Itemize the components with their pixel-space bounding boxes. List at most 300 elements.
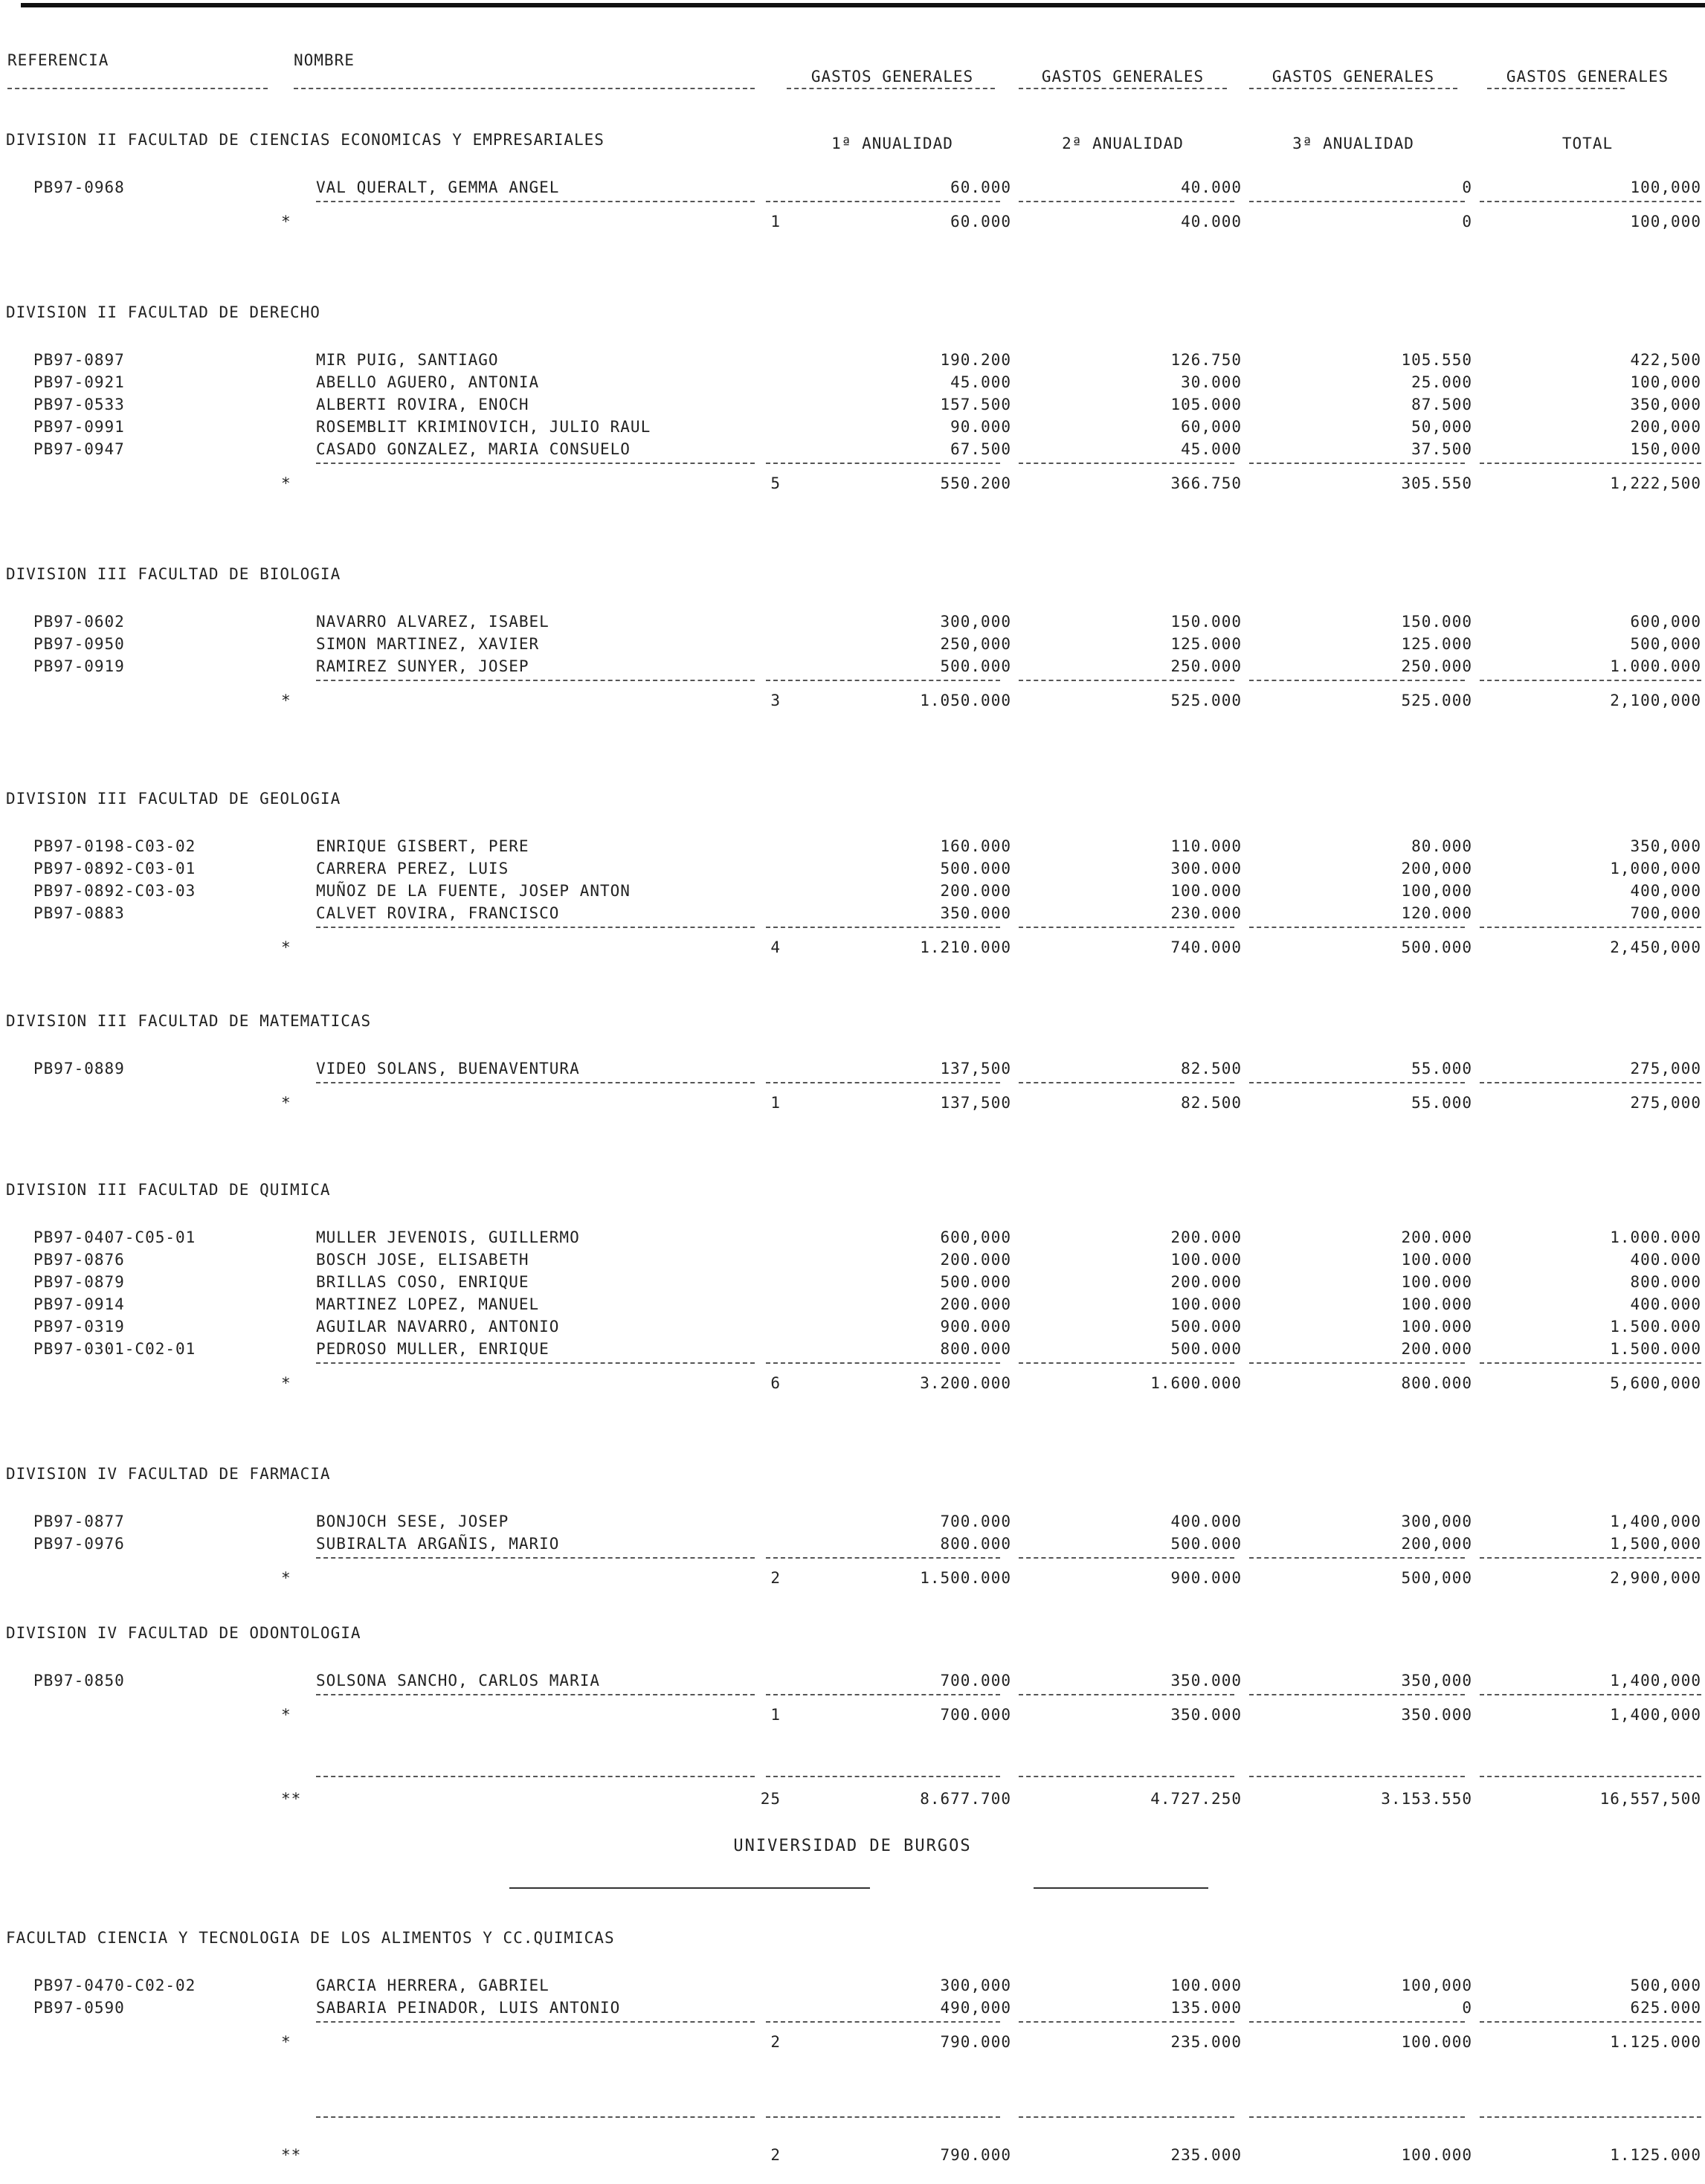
subtotal-a3: 500.000 — [1401, 938, 1472, 956]
anualidad-2-cell: 60,000 — [1181, 418, 1242, 436]
subtotal-a2: 900.000 — [1170, 1569, 1242, 1587]
division-title: DIVISION IV FACULTAD DE ODONTOLOGIA — [6, 1624, 361, 1642]
anualidad-2-cell: 110.000 — [1170, 837, 1242, 855]
subtotal-rule — [316, 463, 755, 464]
subtotal-rule — [766, 2116, 1000, 2118]
subtotal-count: 4 — [770, 938, 781, 956]
reference-cell: PB97-0876 — [33, 1251, 125, 1269]
subtotal-rule — [1249, 1557, 1465, 1559]
subtotal-rule — [316, 1776, 755, 1777]
reference-cell: PB97-0892-C03-03 — [33, 882, 196, 900]
total-cell: 1.500.000 — [1610, 1318, 1701, 1336]
division-subtotal-row — [0, 1092, 1705, 1113]
total-cell: 200,000 — [1630, 418, 1701, 436]
header-underline-nombre — [294, 88, 755, 89]
anualidad-3-cell: 87.500 — [1411, 396, 1472, 413]
faculty-title: FACULTAD CIENCIA Y TECNOLOGIA DE LOS ALIMENTOS Y CC.QUIMICAS — [6, 1929, 615, 1947]
name-cell: SABARIA PEINADOR, LUIS ANTONIO — [316, 1999, 621, 2017]
anualidad-1-cell: 60.000 — [950, 178, 1011, 196]
subtotal-count: 3 — [770, 692, 781, 709]
total-cell: 100,000 — [1630, 178, 1701, 196]
total-cell: 500,000 — [1630, 635, 1701, 653]
subtotal-count: 1 — [770, 1094, 781, 1112]
subtotal-a3: 100.000 — [1401, 2033, 1472, 2051]
subtotal-a3: 100.000 — [1401, 2146, 1472, 2164]
subtotal-a2: 740.000 — [1170, 938, 1242, 956]
total-cell: 150,000 — [1630, 440, 1701, 458]
table-row — [0, 1227, 1705, 1248]
reference-cell: PB97-0950 — [33, 635, 125, 653]
table-row — [0, 1670, 1705, 1691]
table-row — [0, 858, 1705, 879]
reference-cell: PB97-0533 — [33, 396, 125, 413]
subtotal-a1: 550.200 — [940, 474, 1011, 492]
subtotal-rule — [766, 1557, 1000, 1559]
table-row — [0, 439, 1705, 460]
faculty-grand-total-row — [0, 2145, 1705, 2165]
anualidad-1-cell: 500.000 — [940, 657, 1011, 675]
subtotal-total: 2,900,000 — [1610, 1569, 1701, 1587]
subtotal-rule — [1249, 1082, 1465, 1083]
subtotal-rule — [1249, 2021, 1465, 2023]
subtotal-a1: 137,500 — [940, 1094, 1011, 1112]
subtotal-rule — [1480, 1082, 1701, 1083]
subtotal-count: 1 — [770, 213, 781, 231]
table-row — [0, 1272, 1705, 1292]
total-cell: 800.000 — [1630, 1273, 1701, 1291]
header-nombre: NOMBRE — [294, 51, 355, 69]
subtotal-rule — [1480, 927, 1701, 928]
name-cell: BONJOCH SESE, JOSEP — [316, 1513, 509, 1530]
division-subtotal-row — [0, 937, 1705, 958]
subtotal-a2: 4.727.250 — [1150, 1790, 1242, 1808]
subtotal-rule — [766, 680, 1000, 681]
anualidad-3-cell: 80.000 — [1411, 837, 1472, 855]
anualidad-1-cell: 90.000 — [950, 418, 1011, 436]
subtotal-a2: 350.000 — [1170, 1706, 1242, 1724]
division-title: DIVISION III FACULTAD DE BIOLOGIA — [6, 565, 341, 583]
anualidad-1-cell: 157.500 — [940, 396, 1011, 413]
subtotal-a3: 3.153.550 — [1381, 1790, 1472, 1808]
subtotal-mark: * — [281, 2033, 291, 2051]
table-row — [0, 394, 1705, 415]
subtotal-mark: ** — [281, 2146, 302, 2164]
subtotal-a3: 305.550 — [1401, 474, 1472, 492]
subtotal-total: 275,000 — [1630, 1094, 1701, 1112]
name-cell: SOLSONA SANCHO, CARLOS MARIA — [316, 1672, 601, 1689]
anualidad-1-cell: 500.000 — [940, 1273, 1011, 1291]
table-row — [0, 1511, 1705, 1532]
total-cell: 350,000 — [1630, 396, 1701, 413]
subtotal-total: 1,400,000 — [1610, 1706, 1701, 1724]
anualidad-2-cell: 100.000 — [1170, 882, 1242, 900]
division-title: DIVISION III FACULTAD DE MATEMATICAS — [6, 1012, 372, 1030]
anualidad-1-cell: 200.000 — [940, 882, 1011, 900]
name-cell: MARTINEZ LOPEZ, MANUEL — [316, 1295, 540, 1313]
table-row — [0, 1249, 1705, 1270]
reference-cell: PB97-0319 — [33, 1318, 125, 1336]
total-cell: 500,000 — [1630, 1977, 1701, 1994]
anualidad-3-cell: 55.000 — [1411, 1060, 1472, 1077]
anualidad-1-cell: 160.000 — [940, 837, 1011, 855]
anualidad-3-cell: 37.500 — [1411, 440, 1472, 458]
subtotal-a1: 1.050.000 — [920, 692, 1011, 709]
anualidad-2-cell: 400.000 — [1170, 1513, 1242, 1530]
subtotal-count: 2 — [770, 2146, 781, 2164]
subtotal-total: 1,222,500 — [1610, 474, 1701, 492]
anualidad-1-cell: 67.500 — [950, 440, 1011, 458]
anualidad-3-cell: 125.000 — [1401, 635, 1472, 653]
subtotal-rule — [766, 1082, 1000, 1083]
subtotal-rule — [316, 201, 755, 202]
subtotal-a1: 60.000 — [950, 213, 1011, 231]
anualidad-2-cell: 40.000 — [1181, 178, 1242, 196]
subtotal-rule — [1249, 1776, 1465, 1777]
anualidad-3-cell: 200.000 — [1401, 1228, 1472, 1246]
reference-cell: PB97-0407-C05-01 — [33, 1228, 196, 1246]
name-cell: SUBIRALTA ARGAÑIS, MARIO — [316, 1535, 560, 1553]
header-a3-line1: GASTOS GENERALES — [1272, 68, 1435, 86]
header-underline-a3 — [1249, 88, 1457, 89]
name-cell: ABELLO AGUERO, ANTONIA — [316, 373, 540, 391]
anualidad-2-cell: 230.000 — [1170, 904, 1242, 922]
header-a1 — [781, 21, 1004, 199]
subtotal-mark: * — [281, 692, 291, 709]
subtotal-a3: 525.000 — [1401, 692, 1472, 709]
anualidad-3-cell: 120.000 — [1401, 904, 1472, 922]
anualidad-3-cell: 350,000 — [1401, 1672, 1472, 1689]
reference-cell: PB97-0921 — [33, 373, 125, 391]
anualidad-2-cell: 125.000 — [1170, 635, 1242, 653]
anualidad-1-cell: 200.000 — [940, 1251, 1011, 1269]
anualidad-2-cell: 30.000 — [1181, 373, 1242, 391]
subtotal-a1: 790.000 — [940, 2146, 1011, 2164]
name-cell: PEDROSO MULLER, ENRIQUE — [316, 1340, 549, 1358]
subtotal-count: 6 — [770, 1374, 781, 1392]
table-row — [0, 903, 1705, 924]
anualidad-3-cell: 25.000 — [1411, 373, 1472, 391]
anualidad-2-cell: 250.000 — [1170, 657, 1242, 675]
subtotal-rule — [1019, 1362, 1234, 1364]
name-cell: GARCIA HERRERA, GABRIEL — [316, 1977, 549, 1994]
subtotal-rule — [1249, 2116, 1465, 2118]
subtotal-a1: 790.000 — [940, 2033, 1011, 2051]
name-cell: MULLER JEVENOIS, GUILLERMO — [316, 1228, 580, 1246]
anualidad-3-cell: 105.550 — [1401, 351, 1472, 369]
anualidad-1-cell: 500.000 — [940, 860, 1011, 877]
division-subtotal-row — [0, 473, 1705, 494]
reference-cell: PB97-0897 — [33, 351, 125, 369]
name-cell: CARRERA PEREZ, LUIS — [316, 860, 509, 877]
reference-cell: PB97-0976 — [33, 1535, 125, 1553]
name-cell: VIDEO SOLANS, BUENAVENTURA — [316, 1060, 580, 1077]
header-total — [1476, 21, 1699, 199]
total-cell: 1.000.000 — [1610, 1228, 1701, 1246]
reference-cell: PB97-0301-C02-01 — [33, 1340, 196, 1358]
anualidad-3-cell: 100,000 — [1401, 1977, 1472, 1994]
subtotal-rule — [766, 2021, 1000, 2023]
subtotal-rule — [316, 1362, 755, 1364]
total-cell: 100,000 — [1630, 373, 1701, 391]
subtotal-rule — [1480, 1776, 1701, 1777]
anualidad-3-cell: 300,000 — [1401, 1513, 1472, 1530]
header-total-line2: TOTAL — [1561, 135, 1614, 152]
subtotal-rule — [1019, 201, 1234, 202]
subtotal-count: 2 — [770, 2033, 781, 2051]
total-cell: 1.000.000 — [1610, 657, 1701, 675]
subtotal-total: 1.125.000 — [1610, 2146, 1701, 2164]
anualidad-1-cell: 200.000 — [940, 1295, 1011, 1313]
subtotal-rule — [1480, 2021, 1701, 2023]
reference-cell: PB97-0877 — [33, 1513, 125, 1530]
division-subtotal-row — [0, 1568, 1705, 1588]
table-row — [0, 349, 1705, 370]
subtotal-count: 5 — [770, 474, 781, 492]
reference-cell: PB97-0590 — [33, 1999, 125, 2017]
subtotal-a2: 82.500 — [1181, 1094, 1242, 1112]
subtotal-a2: 235.000 — [1170, 2033, 1242, 2051]
subtotal-rule — [316, 927, 755, 928]
subtotal-rule — [1019, 680, 1234, 681]
total-cell: 625.000 — [1630, 1999, 1701, 2017]
header-a1-line1: GASTOS GENERALES — [810, 68, 974, 86]
anualidad-3-cell: 100,000 — [1401, 882, 1472, 900]
table-row — [0, 656, 1705, 677]
subtotal-a3: 0 — [1462, 213, 1472, 231]
header-total-line1: GASTOS GENERALES — [1506, 68, 1669, 86]
subtotal-rule — [1480, 463, 1701, 464]
division-subtotal-row — [0, 690, 1705, 711]
division-title: DIVISION III FACULTAD DE GEOLOGIA — [6, 790, 341, 808]
subtotal-a3: 55.000 — [1411, 1094, 1472, 1112]
table-row — [0, 634, 1705, 654]
reference-cell: PB97-0991 — [33, 418, 125, 436]
subtotal-rule — [1480, 1694, 1701, 1695]
subtotal-rule — [1480, 1362, 1701, 1364]
header-underline-total — [1487, 88, 1625, 89]
anualidad-1-cell: 137,500 — [940, 1060, 1011, 1077]
subtotal-rule — [1249, 201, 1465, 202]
anualidad-2-cell: 500.000 — [1170, 1340, 1242, 1358]
subtotal-mark: * — [281, 474, 291, 492]
anualidad-3-cell: 200,000 — [1401, 1535, 1472, 1553]
subtotal-rule — [766, 1776, 1000, 1777]
total-cell: 422,500 — [1630, 351, 1701, 369]
subtotal-a3: 350.000 — [1401, 1706, 1472, 1724]
subtotal-rule — [1019, 463, 1234, 464]
table-row — [0, 880, 1705, 901]
subtotal-a2: 235.000 — [1170, 2146, 1242, 2164]
subtotal-rule — [1480, 201, 1701, 202]
table-row — [0, 372, 1705, 393]
reference-cell: PB97-0879 — [33, 1273, 125, 1291]
anualidad-3-cell: 50,000 — [1411, 418, 1472, 436]
anualidad-3-cell: 100.000 — [1401, 1318, 1472, 1336]
subtotal-rule — [316, 1557, 755, 1559]
subtotal-a1: 1.210.000 — [920, 938, 1011, 956]
anualidad-1-cell: 300,000 — [940, 613, 1011, 631]
anualidad-2-cell: 100.000 — [1170, 1251, 1242, 1269]
title-rule-right — [1034, 1887, 1208, 1889]
division-title: DIVISION III FACULTAD DE QUIMICA — [6, 1181, 331, 1199]
total-cell: 1,400,000 — [1610, 1672, 1701, 1689]
subtotal-rule — [1480, 2116, 1701, 2118]
subtotal-total: 100,000 — [1630, 213, 1701, 231]
anualidad-2-cell: 500.000 — [1170, 1535, 1242, 1553]
name-cell: SIMON MARTINEZ, XAVIER — [316, 635, 540, 653]
subtotal-a1: 700.000 — [940, 1706, 1011, 1724]
anualidad-1-cell: 300,000 — [940, 1977, 1011, 1994]
anualidad-2-cell: 105.000 — [1170, 396, 1242, 413]
subtotal-rule — [316, 1082, 755, 1083]
subtotal-total: 16,557,500 — [1599, 1790, 1701, 1808]
table-row — [0, 1975, 1705, 1996]
subtotal-rule — [1019, 1776, 1234, 1777]
name-cell: BOSCH JOSE, ELISABETH — [316, 1251, 529, 1269]
subtotal-count: 1 — [770, 1706, 781, 1724]
total-cell: 1,400,000 — [1610, 1513, 1701, 1530]
name-cell: BRILLAS COSO, ENRIQUE — [316, 1273, 529, 1291]
top-rule — [21, 3, 1705, 7]
subtotal-a1: 8.677.700 — [920, 1790, 1011, 1808]
anualidad-2-cell: 350.000 — [1170, 1672, 1242, 1689]
subtotal-mark: * — [281, 213, 291, 231]
table-row — [0, 1339, 1705, 1359]
anualidad-1-cell: 250,000 — [940, 635, 1011, 653]
name-cell: RAMIREZ SUNYER, JOSEP — [316, 657, 529, 675]
reference-cell: PB97-0883 — [33, 904, 125, 922]
header-a2 — [1011, 21, 1234, 199]
subtotal-rule — [1019, 927, 1234, 928]
anualidad-2-cell: 150.000 — [1170, 613, 1242, 631]
university-title: UNIVERSIDAD DE BURGOS — [733, 1837, 972, 1855]
subtotal-rule — [1249, 927, 1465, 928]
total-cell: 400.000 — [1630, 1295, 1701, 1313]
anualidad-3-cell: 200.000 — [1401, 1340, 1472, 1358]
title-rule-left — [509, 1887, 870, 1889]
reference-cell: PB97-0850 — [33, 1672, 125, 1689]
division-title: DIVISION II FACULTAD DE CIENCIAS ECONOMICAS Y EMPRESARIALES — [6, 131, 605, 149]
name-cell: ALBERTI ROVIRA, ENOCH — [316, 396, 529, 413]
subtotal-rule — [1249, 1694, 1465, 1695]
anualidad-1-cell: 900.000 — [940, 1318, 1011, 1336]
subtotal-rule — [766, 927, 1000, 928]
name-cell: ROSEMBLIT KRIMINOVICH, JULIO RAUL — [316, 418, 651, 436]
subtotal-a3: 800.000 — [1401, 1374, 1472, 1392]
header-a2-line2: 2ª ANUALIDAD — [1062, 135, 1184, 152]
anualidad-2-cell: 100.000 — [1170, 1295, 1242, 1313]
subtotal-rule — [316, 2021, 755, 2023]
anualidad-1-cell: 600,000 — [940, 1228, 1011, 1246]
subtotal-rule — [766, 463, 1000, 464]
anualidad-2-cell: 135.000 — [1170, 1999, 1242, 2017]
total-cell: 1,500,000 — [1610, 1535, 1701, 1553]
division-title: DIVISION IV FACULTAD DE FARMACIA — [6, 1465, 331, 1483]
table-row — [0, 836, 1705, 857]
total-cell: 275,000 — [1630, 1060, 1701, 1077]
subtotal-rule — [316, 1694, 755, 1695]
subtotal-rule — [1019, 2116, 1234, 2118]
table-row — [0, 416, 1705, 437]
name-cell: ENRIQUE GISBERT, PERE — [316, 837, 529, 855]
reference-cell: PB97-0914 — [33, 1295, 125, 1313]
table-row — [0, 1058, 1705, 1079]
name-cell: CASADO GONZALEZ, MARIA CONSUELO — [316, 440, 631, 458]
anualidad-3-cell: 0 — [1462, 1999, 1472, 2017]
subtotal-rule — [1480, 680, 1701, 681]
total-cell: 700,000 — [1630, 904, 1701, 922]
header-underline-ref — [7, 88, 268, 89]
subtotal-rule — [316, 680, 755, 681]
reference-cell: PB97-0470-C02-02 — [33, 1977, 196, 1994]
subtotal-a1: 1.500.000 — [920, 1569, 1011, 1587]
subtotal-mark: * — [281, 1094, 291, 1112]
subtotal-total: 2,100,000 — [1610, 692, 1701, 709]
anualidad-3-cell: 100.000 — [1401, 1273, 1472, 1291]
anualidad-2-cell: 100.000 — [1170, 1977, 1242, 1994]
anualidad-1-cell: 700.000 — [940, 1513, 1011, 1530]
anualidad-1-cell: 190.200 — [940, 351, 1011, 369]
reference-cell: PB97-0602 — [33, 613, 125, 631]
name-cell: CALVET ROVIRA, FRANCISCO — [316, 904, 560, 922]
header-a3 — [1242, 21, 1465, 199]
subtotal-mark: * — [281, 1706, 291, 1724]
anualidad-2-cell: 200.000 — [1170, 1273, 1242, 1291]
anualidad-2-cell: 126.750 — [1170, 351, 1242, 369]
anualidad-3-cell: 0 — [1462, 178, 1472, 196]
subtotal-count: 25 — [760, 1790, 781, 1808]
total-cell: 1.500.000 — [1610, 1340, 1701, 1358]
name-cell: NAVARRO ALVAREZ, ISABEL — [316, 613, 549, 631]
subtotal-rule — [1019, 1082, 1234, 1083]
subtotal-mark: ** — [281, 1790, 302, 1808]
subtotal-rule — [766, 201, 1000, 202]
anualidad-3-cell: 100.000 — [1401, 1251, 1472, 1269]
reference-cell: PB97-0919 — [33, 657, 125, 675]
subtotal-a1: 3.200.000 — [920, 1374, 1011, 1392]
reference-cell: PB97-0889 — [33, 1060, 125, 1077]
table-row — [0, 1997, 1705, 2018]
subtotal-rule — [1480, 1557, 1701, 1559]
total-cell: 600,000 — [1630, 613, 1701, 631]
header-a3-line2: 3ª ANUALIDAD — [1292, 135, 1414, 152]
anualidad-3-cell: 100.000 — [1401, 1295, 1472, 1313]
anualidad-1-cell: 800.000 — [940, 1535, 1011, 1553]
anualidad-2-cell: 500.000 — [1170, 1318, 1242, 1336]
header-underline-a1 — [787, 88, 995, 89]
subtotal-count: 2 — [770, 1569, 781, 1587]
anualidad-3-cell: 250.000 — [1401, 657, 1472, 675]
header-a1-line2: 1ª ANUALIDAD — [831, 135, 953, 152]
table-row — [0, 177, 1705, 198]
subtotal-rule — [1249, 1362, 1465, 1364]
total-cell: 400.000 — [1630, 1251, 1701, 1269]
total-cell: 350,000 — [1630, 837, 1701, 855]
division-subtotal-row — [0, 211, 1705, 232]
subtotal-total: 5,600,000 — [1610, 1374, 1701, 1392]
reference-cell: PB97-0198-C03-02 — [33, 837, 196, 855]
subtotal-rule — [1249, 680, 1465, 681]
subtotal-rule — [1019, 1694, 1234, 1695]
table-row — [0, 1316, 1705, 1337]
subtotal-rule — [766, 1362, 1000, 1364]
anualidad-1-cell: 700.000 — [940, 1672, 1011, 1689]
table-row — [0, 611, 1705, 632]
anualidad-2-cell: 300.000 — [1170, 860, 1242, 877]
subtotal-rule — [1019, 1557, 1234, 1559]
anualidad-2-cell: 82.500 — [1181, 1060, 1242, 1077]
subtotal-mark: * — [281, 1569, 291, 1587]
